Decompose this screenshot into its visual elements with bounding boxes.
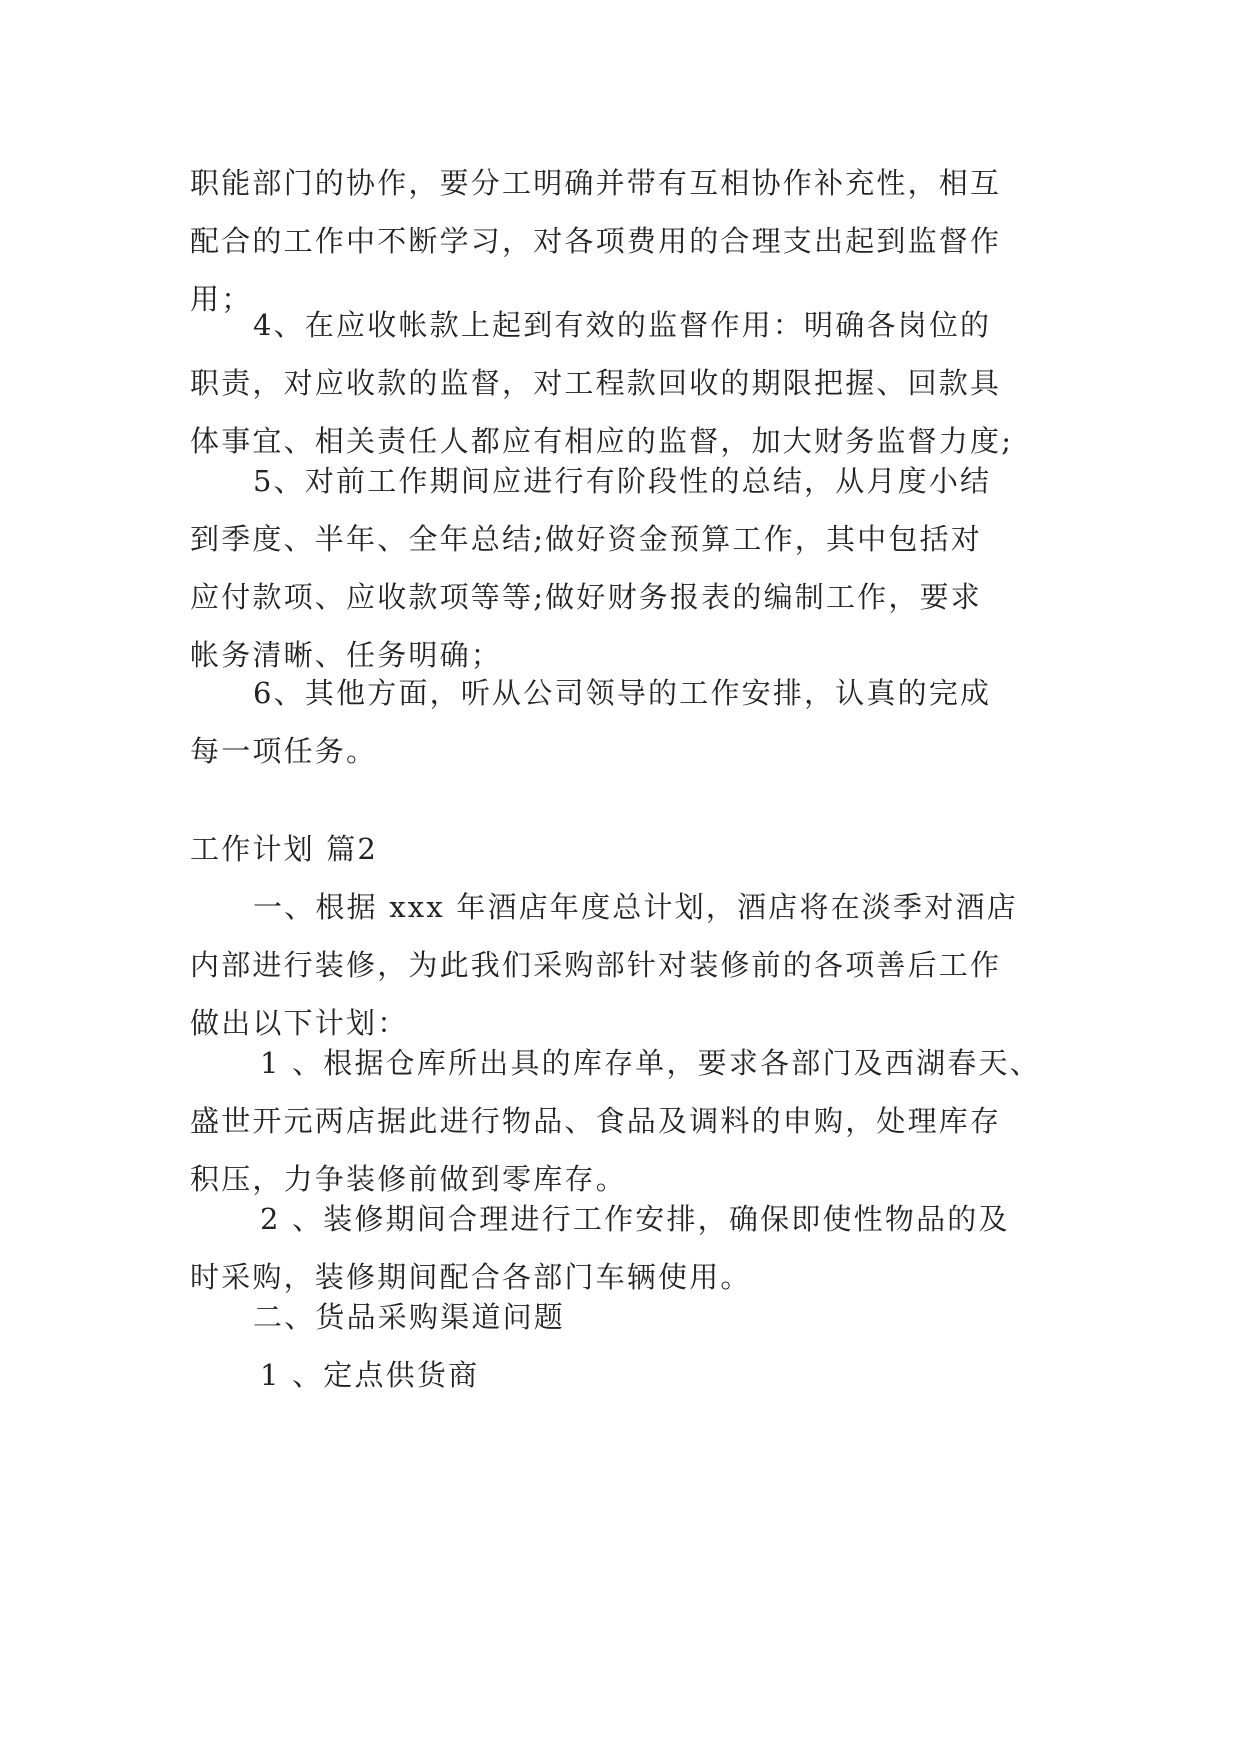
text-line: 6、其他方面，听从公司领导的工作安排，认真的完成 bbox=[253, 676, 992, 710]
text-line: 1 、根据仓库所出具的库存单，要求各部门及西湖春天、 bbox=[260, 1046, 1041, 1080]
text-line: 体事宜、相关责任人都应有相应的监督，加大财务监督力度; bbox=[190, 424, 1014, 458]
paragraph-item-4 bbox=[190, 296, 1052, 470]
text-line: 内部进行装修，为此我们采购部针对装修前的各项善后工作 bbox=[190, 948, 1002, 982]
text-line: 帐务清晰、任务明确； bbox=[190, 638, 503, 672]
section-title bbox=[190, 820, 1052, 878]
text-line: 4、在应收帐款上起到有效的监督作用：明确各岗位的 bbox=[253, 308, 992, 342]
text-line: 做出以下计划： bbox=[190, 1006, 409, 1040]
section-heading: 工作计划 篇2 bbox=[190, 832, 379, 866]
text-line: 到季度、半年、全年总结;做好资金预算工作，其中包括对 bbox=[190, 522, 982, 556]
text-line: 用； bbox=[190, 282, 253, 316]
paragraph-item-5 bbox=[190, 452, 1052, 684]
paragraph-part-2 bbox=[190, 1288, 1052, 1346]
text-line: 积压，力争装修前做到零库存。 bbox=[190, 1162, 627, 1196]
paragraph-supplier bbox=[190, 1346, 1052, 1404]
text-line: 二、货品采购渠道问题 bbox=[253, 1300, 566, 1334]
text-line: 盛世开元两店据此进行物品、食品及调料的申购，处理库存 bbox=[190, 1104, 1002, 1138]
paragraph-part-1 bbox=[190, 878, 1052, 1052]
text-line: 职责，对应收款的监督，对工程款回收的期限把握、回款具 bbox=[190, 366, 1002, 400]
paragraph-subitem-1 bbox=[190, 1034, 1052, 1208]
text-line: 2 、装修期间合理进行工作安排，确保即使性物品的及 bbox=[260, 1202, 1010, 1236]
text-line: 1 、定点供货商 bbox=[260, 1358, 480, 1392]
text-line: 每一项任务。 bbox=[190, 734, 378, 768]
paragraph-item-6 bbox=[190, 664, 1052, 780]
text-line: 时采购，装修期间配合各部门车辆使用。 bbox=[190, 1260, 752, 1294]
text-line: 配合的工作中不断学习，对各项费用的合理支出起到监督作 bbox=[190, 224, 1002, 258]
text-line: 一、根据 xxx 年酒店年度总计划，酒店将在淡季对酒店 bbox=[253, 890, 1018, 924]
text-line: 应付款项、应收款项等等;做好财务报表的编制工作，要求 bbox=[190, 580, 982, 614]
text-line: 5、对前工作期间应进行有阶段性的总结，从月度小结 bbox=[253, 464, 992, 498]
text-line: 职能部门的协作，要分工明确并带有互相协作补充性，相互 bbox=[190, 166, 1002, 200]
